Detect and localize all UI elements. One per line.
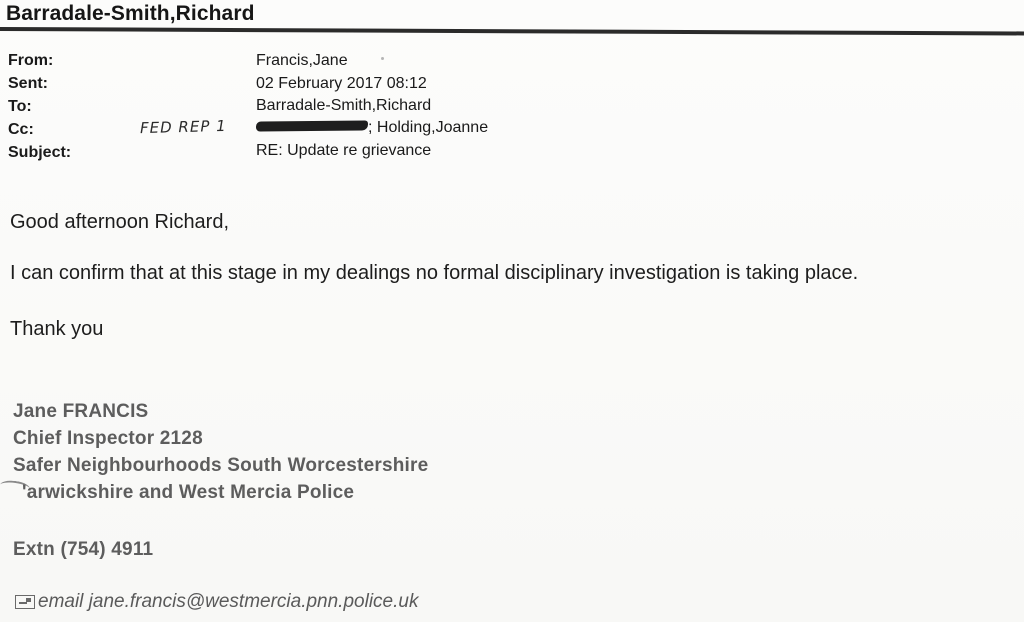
redaction-bar bbox=[256, 120, 368, 131]
signature-title: Chief Inspector 2128 bbox=[13, 428, 203, 449]
signature-name: Jane FRANCIS bbox=[13, 401, 149, 422]
cc-visible-recipient: ; Holding,Joanne bbox=[368, 119, 489, 136]
sent-value: 02 February 2017 08:12 bbox=[256, 75, 427, 92]
from-value: Francis,Jane bbox=[256, 52, 348, 69]
subject-value: RE: Update re grievance bbox=[256, 142, 432, 159]
handwritten-annotation: FED REP 1 bbox=[139, 116, 227, 138]
sent-label: Sent: bbox=[8, 75, 48, 92]
envelope-icon bbox=[15, 595, 35, 609]
signature-unit: Safer Neighbourhoods South Worcestershire bbox=[13, 455, 429, 476]
signature-extension: Extn (754) 4911 bbox=[13, 539, 154, 560]
cc-label: Cc: bbox=[8, 121, 34, 138]
cc-value bbox=[256, 119, 488, 137]
header-divider bbox=[0, 27, 1024, 35]
mailbox-owner-name: Barradale-Smith,Richard bbox=[6, 2, 255, 25]
from-label: From: bbox=[8, 52, 54, 69]
greeting: Good afternoon Richard, bbox=[10, 211, 230, 233]
signature-force: 'arwickshire and West Mercia Police bbox=[22, 482, 355, 503]
to-value: Barradale-Smith,Richard bbox=[256, 97, 432, 114]
signature-email-line bbox=[15, 591, 418, 613]
scan-speck bbox=[381, 57, 384, 60]
to-label: To: bbox=[8, 98, 32, 115]
message-body: I can confirm that at this stage in my dealings no formal disciplinary investigation is taking place. bbox=[10, 262, 859, 284]
subject-label: Subject: bbox=[8, 144, 72, 161]
closing: Thank you bbox=[10, 318, 104, 340]
signature-email: email jane.francis@westmercia.pnn.police.uk bbox=[38, 591, 419, 612]
